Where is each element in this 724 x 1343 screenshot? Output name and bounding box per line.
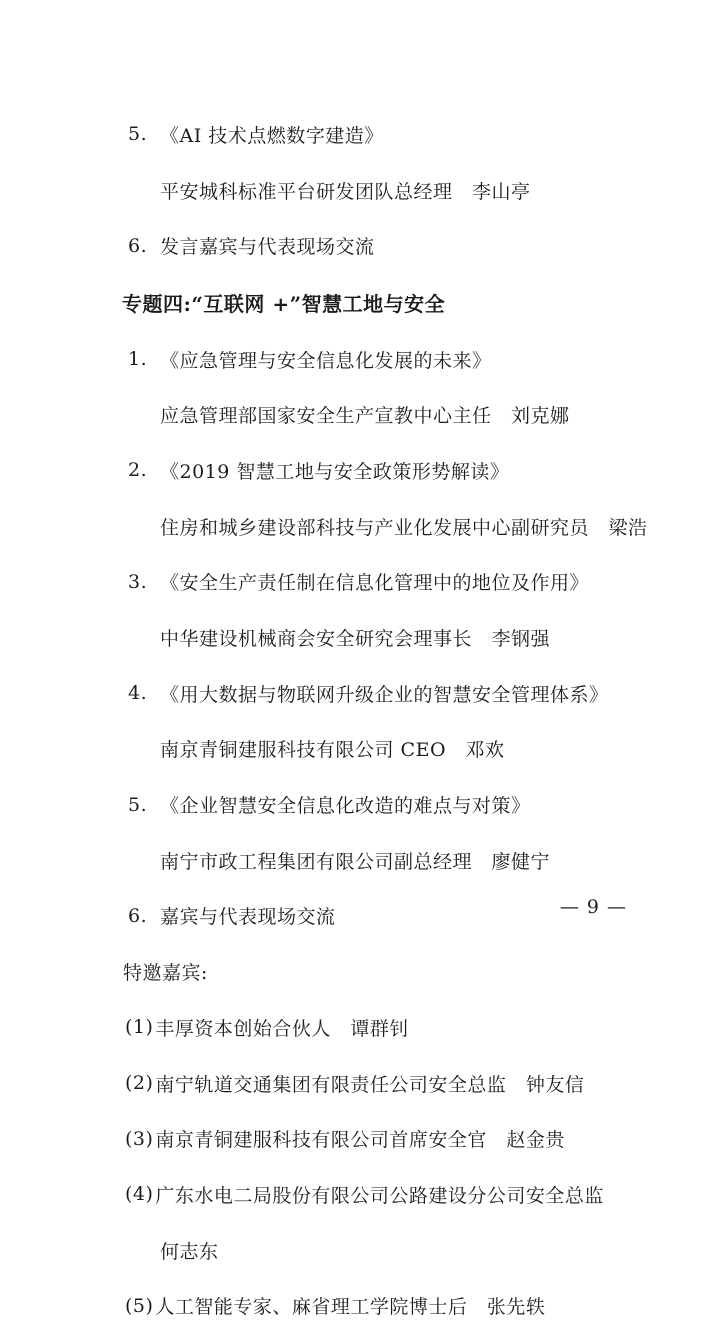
agenda-item-line [128, 786, 664, 823]
item-number: 1. [128, 348, 148, 371]
agenda-item-line [128, 341, 664, 378]
speaker-text: 平安城科标准平台研发团队总经理 李山亭 [160, 180, 531, 203]
page-number: — 9 — [559, 896, 627, 918]
guest-line [125, 1009, 664, 1046]
speaker-text: 南京青铜建服科技有限公司 CEO 邓欢 [160, 739, 505, 762]
guest-line [125, 1120, 664, 1157]
guest-text: 广东水电二局股份有限公司公路建设分公司安全总监 [155, 1184, 604, 1207]
item-title: 《2019 智慧工地与安全政策形势解读》 [160, 460, 510, 483]
item-title: 《应急管理与安全信息化发展的未来》 [160, 349, 492, 372]
speaker-text: 中华建设机械商会安全研究会理事长 李钢强 [160, 628, 551, 651]
guest-text: 丰厚资本创始合伙人 谭群钊 [155, 1017, 409, 1040]
guest-number: (1) [125, 1016, 154, 1039]
topic4-heading-text: 专题四:“互联网 +”智慧工地与安全 [122, 291, 446, 316]
speaker-line [128, 396, 664, 433]
speaker-text: 南宁市政工程集团有限公司副总经理 廖健宁 [160, 850, 551, 873]
guest-text: 人工智能专家、麻省理工学院博士后 张先轶 [155, 1296, 546, 1319]
agenda-item-line [128, 116, 664, 153]
page-content [122, 97, 664, 1343]
guest-line [125, 1065, 664, 1102]
speaker-line [128, 619, 664, 656]
item-title: 《AI 技术点燃数字建造》 [160, 124, 384, 147]
item-number: 5. [128, 793, 148, 816]
speaker-text: 应急管理部国家安全生产宣教中心主任 刘克娜 [160, 405, 570, 428]
item-number: 6. [128, 234, 148, 257]
speaker-text: 住房和城乡建设部科技与产业化发展中心副研究员 梁浩 [160, 516, 648, 539]
item-number: 4. [128, 682, 148, 705]
item-title: 《企业智慧安全信息化改造的难点与对策》 [160, 795, 531, 818]
item-title: 发言嘉宾与代表现场交流 [160, 236, 375, 259]
guest-text: 南宁轨道交通集团有限责任公司安全总监 钟友信 [155, 1073, 585, 1096]
item-number: 6. [128, 904, 148, 927]
guest-line [125, 1287, 664, 1324]
special-guests-heading [123, 953, 664, 990]
topic4-heading [122, 284, 664, 321]
guest-continuation-text: 何志东 [160, 1240, 219, 1263]
agenda-item-line [128, 452, 664, 489]
guest-number: (3) [125, 1127, 154, 1150]
item-number: 2. [128, 459, 148, 482]
speaker-line [128, 172, 664, 209]
guest-number: (2) [125, 1072, 154, 1095]
item-title: 《安全生产责任制在信息化管理中的地位及作用》 [160, 572, 590, 595]
speaker-line [128, 731, 664, 768]
special-guests-heading-text: 特邀嘉宾: [123, 962, 208, 985]
guest-line [125, 1176, 664, 1213]
guest-number: (4) [125, 1183, 154, 1206]
speaker-line [128, 842, 664, 879]
item-number: 5. [128, 123, 148, 146]
item-title: 《用大数据与物联网升级企业的智慧安全管理体系》 [160, 683, 609, 706]
guest-number: (5) [125, 1294, 154, 1317]
item-title: 嘉宾与代表现场交流 [160, 906, 336, 929]
item-number: 3. [128, 570, 148, 593]
guest-text: 南京青铜建服科技有限公司首席安全官 赵金贵 [155, 1129, 565, 1152]
agenda-item-line [128, 675, 664, 712]
guest-line-continuation [128, 1232, 664, 1269]
agenda-item-line [128, 564, 664, 601]
agenda-item-line [128, 227, 664, 264]
speaker-line [128, 508, 664, 545]
